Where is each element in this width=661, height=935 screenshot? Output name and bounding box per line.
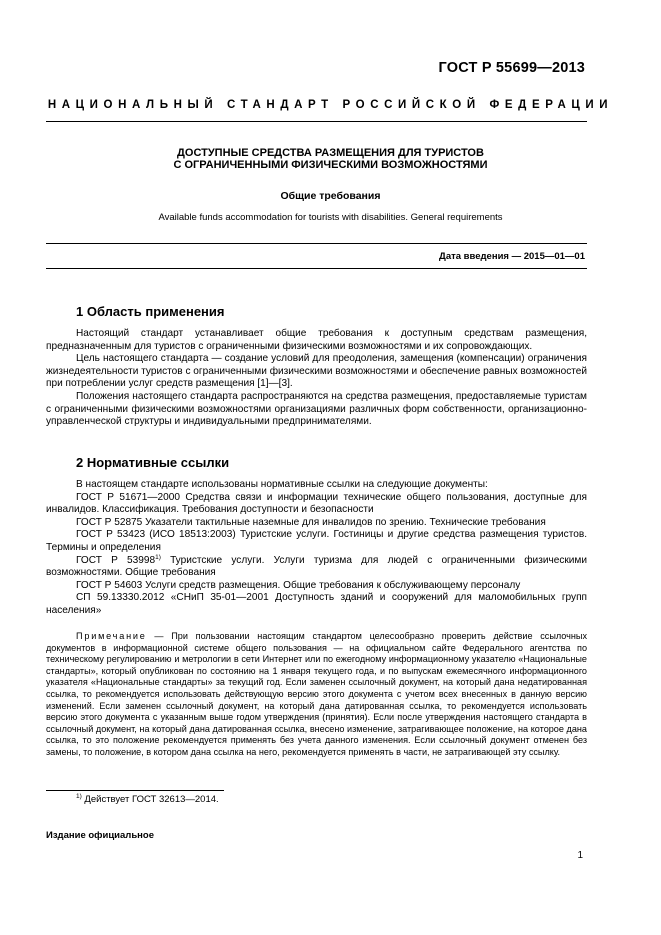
note-block <box>46 631 587 759</box>
header-rule <box>46 121 587 122</box>
reference-item: ГОСТ Р 52875 Указатели тактильные наземные для инвалидов по зрению. Технические требования <box>76 516 546 528</box>
section-2-heading: 2 Нормативные ссылки <box>76 455 230 470</box>
reference-text: Туристские услуги. Услуги туризма для людей с ограниченными физическими возможностями. Общие требования <box>46 554 588 579</box>
intro-date: Дата введения — 2015—01—01 <box>439 251 585 262</box>
edition-label: Издание официальное <box>46 830 154 841</box>
paragraph: Настоящий стандарт устанавливает общие требования к доступным средствам размещения, предназначенным для туристов с ограниченными физическими возможностями и их сопровождающих. <box>46 328 587 352</box>
title-rule <box>46 243 587 244</box>
reference-code: ГОСТ Р 53998 <box>76 554 156 566</box>
reference-item: ГОСТ Р 53423 (ИСО 18513:2003) Туристские услуги. Гостиницы и другие средства размещения туристов. Термины и определения <box>46 529 587 553</box>
reference-item: ГОСТ Р 51671—2000 Средства связи и информации технические общего пользования, доступные для инвалидов. Классификация. Требования доступности и безопасности <box>46 491 587 516</box>
reference-item <box>46 555 587 580</box>
note-text: — При пользовании настоящим стандартом целесообразно проверить действие ссылочных документов в информационной системе общего пользования — на официальном сайте Федерального агентства по техническому регулированию и метрологии в сети Интернет или по ежегодному информационному указателю «Национальные стандарты», который опубликован по состоянию на 1 января текущего года, и по выпускам ежемесячного информационного указателя «Национальные стандарты» за текущий год. Если заменен ссылочный документ, на который дана недатированная ссылка, то рекомендуется использовать действующую версию этого документа с учетом всех внесенных в данную версию изменений. Если заменен ссылочный документ, на который дана датированная ссылка, то рекомендуется использовать версию этого документа с указанным выше годом утверждения (принятия). Если после утверждения настоящего стандарта в ссылочный документ, на который дана датированная ссылка, внесено изменение, затрагивающее положение, на которое дана ссылка, то это положение рекомендуется применять без учета данного изменения. Если ссылочный документ отменен без замены, то положение, в котором дана ссылка на него, рекомендуется применять в части, не затрагивающей эту ссылку. <box>46 631 587 757</box>
reference-item: ГОСТ Р 54603 Услуги средств размещения. Общие требования к обслуживающему персоналу <box>76 579 521 591</box>
title-line-2: С ОГРАНИЧЕННЫМИ ФИЗИЧЕСКИМИ ВОЗМОЖНОСТЯМИ <box>173 159 488 171</box>
footnote-rule <box>46 790 224 791</box>
note-label: Примечание <box>76 631 147 641</box>
reference-item: СП 59.13330.2012 «СНиП 35-01—2001 Доступность зданий и сооружений для маломобильных групп населения» <box>46 592 587 616</box>
document-title <box>46 147 615 171</box>
document-subtitle: Общие требования <box>280 190 381 202</box>
paragraph: Положения настоящего стандарта распространяются на средства размещения, предоставляемые туристам с ограниченными физическими возможностями организациями различных форм собственности, организационно-управленческой структуры и индивидуальными предпринимателями. <box>46 390 587 428</box>
date-rule <box>46 268 587 269</box>
national-standard-banner: НАЦИОНАЛЬНЫЙ СТАНДАРТ РОССИЙСКОЙ ФЕДЕРАЦИИ <box>47 99 614 111</box>
footnote-text: Действует ГОСТ 32613—2014. <box>81 794 219 805</box>
paragraph: В настоящем стандарте использованы нормативные ссылки на следующие документы: <box>76 479 488 490</box>
english-title: Available funds accommodation for tourists with disabilities. General requirements <box>158 212 503 223</box>
note-paragraph <box>46 631 587 759</box>
section-2-body <box>46 479 587 618</box>
paragraph: Цель настоящего стандарта — создание условий для преодоления, замещения (компенсации) ограничения жизнедеятельности туристов с ограниченными физическими возможностями и обеспечение равных возможностей при потреблении услуг средств размещения [1]—[3]. <box>46 353 587 390</box>
page-number: 1 <box>577 850 583 861</box>
section-1-heading: 1 Область применения <box>76 304 225 319</box>
standard-number: ГОСТ Р 55699—2013 <box>438 60 585 76</box>
footnote-marker: 1) <box>76 793 82 800</box>
title-line-1: ДОСТУПНЫЕ СРЕДСТВА РАЗМЕЩЕНИЯ ДЛЯ ТУРИСТОВ <box>177 147 484 159</box>
footnote-marker: 1) <box>155 553 161 561</box>
section-1-body <box>46 328 587 429</box>
footnote <box>76 794 219 805</box>
